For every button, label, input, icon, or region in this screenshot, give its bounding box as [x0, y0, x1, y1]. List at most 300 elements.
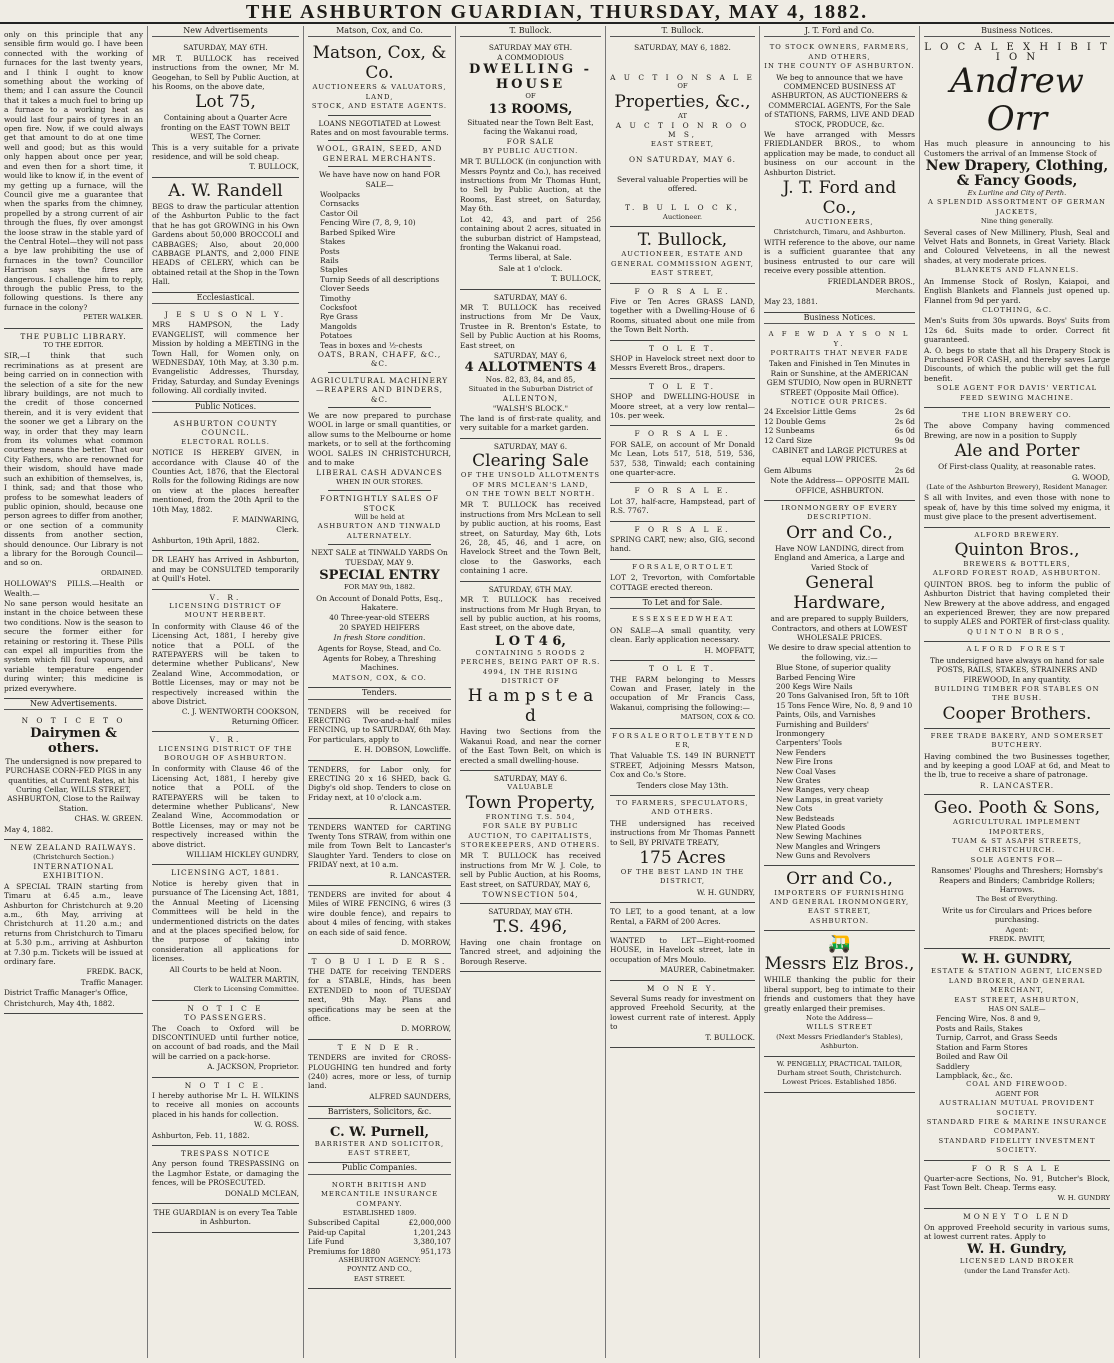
ad-orr-importers — [764, 866, 915, 932]
notice2-title: N O T I C E — [187, 1003, 264, 1013]
list-item: Boiled and Raw Oil — [936, 1052, 1008, 1062]
booth-addr: TUAM & ST ASAPH STREETS, CHRISTCHURCH. — [951, 836, 1083, 855]
andrew-orr-signature: Andrew Orr — [950, 61, 1084, 140]
ts496-title: T.S. 496, — [493, 916, 568, 937]
purnell-addr: EAST STREET, — [347, 1149, 412, 1157]
fs2-text: FOR SALE, on account of Mr Donald Mc Lean, Lots 517, 518, 519, 536, 537, 538, Tinwald; each containing one quarter-acre. — [610, 439, 755, 477]
list-item: Stakes — [320, 237, 346, 247]
randell-text: BEGS to draw the particular attention of the Ashburton Public to the fact that he has got GROWING in his Own Gardens about 50,000 BROCCOLI and CABBAGES; Also, about 20,000 CABBAGE PLANTS, and 2,000 FINE HEADS of CELERY, which can be obtained retail at the Shop in the Town Hall. — [152, 201, 299, 287]
matson-cash: LIBERAL CASH ADVANCES — [316, 468, 443, 478]
ad-clearing — [460, 439, 601, 582]
lot46-sub: CONTAINING 5 ROODS 2 PERCHES, BEING PART OF R.S. 4994, IN THE RISING DISTRICT OF — [460, 648, 601, 685]
row-label: 12 Double Gems — [764, 416, 826, 426]
column-4 — [456, 26, 606, 1358]
tender2-signature: R. LANCASTER. — [389, 803, 451, 813]
list-item: Timothy — [320, 293, 351, 303]
matson-oats: OATS, BRAN, CHAFF, &C., &C. — [317, 349, 442, 369]
exhibition-role: Traffic Manager. — [80, 977, 143, 987]
list-item: New Sewing Machines — [776, 832, 862, 842]
jackets-title: A SPLENDID ASSORTMENT OF GERMAN JACKETS, — [927, 198, 1106, 216]
booth-sub: AGRICULTURAL IMPLEMENT IMPORTERS, — [952, 818, 1082, 836]
gem-row — [764, 466, 915, 475]
guardian-text: THE GUARDIAN is on every Tea Table in Ashburton. — [153, 1208, 298, 1227]
col4-header: T. Bullock. — [460, 26, 601, 37]
ad-guardian — [152, 1204, 299, 1233]
ad-money — [610, 981, 755, 1048]
ad-allotments — [460, 290, 601, 439]
col6-header: J. T. Ford and Co. — [764, 26, 915, 37]
fs1-title: F O R S A L E. — [634, 286, 731, 296]
builders-title: T O B U I L D E R S. — [311, 956, 448, 966]
matson-sale-intro: We have have now on hand FOR SALE— — [318, 170, 441, 189]
tender1-text: TENDERS will be received for ERECTING Two-and-a-half miles FENCING, up to SATURDAY, 6th May. For particulars, apply to — [308, 706, 451, 744]
town-date: SATURDAY, MAY 6. — [493, 773, 568, 783]
row-value: 3,380,107 — [413, 1237, 451, 1247]
lic2-text: In conformity with Clause 46 of the Licensing Act, 1881, I hereby give notice that a POLL of the RATEPAYERS will be taken to determine whether Publicans', New Zealand Wine, Accommodation or Bottle Licenses, may or may not be respectively increased within the above district. — [152, 764, 299, 849]
exhibition-text: A SPECIAL TRAIN starting from Timaru at 6.45 a.m., leave Ashburton for Christchurch at 9.20 a.m., 6th May, arriving at Christchurch at 11.20 a.m.; and returns from Christchurch to Timaru at 5.30 p.m., arriving at Ashburton at 7.30 p.m. Tickets will be issued at ordinary fare. — [4, 881, 143, 966]
table-row — [764, 407, 915, 416]
quinton-sub: BREWERS & BOTTLERS, — [963, 560, 1071, 569]
ad-lot75 — [152, 40, 299, 177]
notice-to: N O T I C E T O — [21, 716, 126, 726]
dwelling-date: SATURDAY MAY 6TH. — [488, 43, 573, 53]
dwelling-terms: Terms liberal, at Sale. — [489, 253, 572, 263]
ad-dwelling — [460, 40, 601, 289]
ad-for-sale-5 — [610, 560, 755, 598]
list-item: New Cots — [776, 804, 813, 814]
allot-nos: Nos. 82, 83, 84, and 85, — [485, 375, 576, 385]
list-item: New Guns and Revolvers — [776, 851, 871, 861]
ad-licensing-borough — [152, 732, 299, 865]
letter-text: only on this principle that any sensible firm would go. I have been connected with the working of furnaces for the last twenty years, and I think I ought to know something about the working of them; and I can assure the Council that it takes a much fuel to bring up a furnace to a working heat as would last four pairs of tyres in an open fire. Now, if we could always get that amount to do at one time well and good; but as this would only happen about once per year, and even then for a short time, it would like to know if, in the event of my getting up a furnace, will the Council give me a guarantee that when the sparks from the chimney, propelled by a strong current of air through the flues, fly over amongst the loose straw in the stable yard of the Central Hotel—they will not pass a bye law prohibiting the use of furnaces in the town? Councillor Harrison says the fires are dangerous. I challenge him to reply, through the public Press, to the following questions. Is there any furnace in the colony? — [4, 30, 143, 312]
fs3-text: Lot 37, half-acre, Hampstead, part of R.S. 7767. — [610, 496, 755, 516]
dwelling-time: Sale at 1 o'clock. — [498, 263, 563, 273]
library-signature: ORDAINED. — [100, 568, 143, 577]
row-value: 2s 6d — [894, 416, 915, 426]
auction-at: AT — [677, 111, 688, 120]
list-item: Fencing Wire, Nos. 8 and 9, — [936, 1014, 1041, 1024]
stock-title: TO STOCK OWNERS, FARMERS, AND OTHERS, — [769, 43, 910, 61]
allot-walsh: "WALSH'S BLOCK." — [492, 403, 569, 413]
exhibition-date: Christchurch, May 4th, 1882. — [4, 998, 115, 1008]
ad-ts496 — [460, 904, 601, 972]
rolls-text: NOTICE IS HEREBY GIVEN, in accordance with Clause 40 of the Counties Act, 1876, that the Electoral Rolls for the following Ridings are now on view at the places hereafter mentioned, from the 20th April to the 10th May, 1882. — [152, 448, 299, 514]
coach-text: The Coach to Oxford will be DISCONTINUED until further notice, on account of bad roads, and the Mail will be carried on a pack-horse. — [152, 1023, 299, 1061]
bullock-title: T. Bullock, — [637, 230, 728, 251]
wanted-text: WANTED to LET—Eight-roomed HOUSE, in Havelock street, late in occupation of Mrs Moulo. — [610, 936, 755, 964]
tender5-text: TENDERS are invited for CROSS-PLOUGHING ten hundred and forty (240) acres, more or less, of turnip land. — [308, 1053, 451, 1091]
dwelling-detail2: Lot 42, 43, and part of 256 containing about 2 acres, situated in the suburban district of Hampstead, fronting the Wakanui road. — [460, 214, 601, 252]
af-text: The undersigned have always on hand for sale POSTS, RAILS, STAKES, STRAINERS AND FIREWOOD, In any quantity. — [929, 655, 1105, 684]
matson-title: Matson, Cox, & Co. — [312, 43, 447, 84]
letter-signature: PETER WALKER. — [83, 313, 143, 322]
randell-title: A. W. Randell — [168, 180, 283, 201]
ad-wilkins — [152, 1078, 299, 1146]
list-item: New Plated Goods — [776, 823, 846, 833]
auction-title: A U C T I O N S A L E — [610, 72, 755, 82]
hardware-title: General Hardware, — [793, 573, 886, 614]
allot-text: MR T. BULLOCK has received instructions from Mr De Vaux, Trustee in R. Brenton's Estate, to Sell by Public Auction at his Rooms, East street, on — [460, 302, 601, 350]
ad-tender-1 — [308, 703, 451, 761]
pengelly-title: W. PENGELLY, PRACTICAL TAILOR, — [776, 1059, 903, 1068]
auction-of: OF — [677, 82, 688, 91]
auction-on: ON SATURDAY, MAY 6. — [628, 155, 737, 165]
farmers-signature: W. H. GUNDRY, — [696, 887, 755, 897]
list-item: New Bedsteads — [776, 813, 835, 823]
bullock-addr: EAST STREET, — [650, 269, 715, 278]
dwelling-commodious: A COMMODIOUS — [497, 52, 564, 62]
list-item: Mangolds — [320, 321, 357, 331]
list-item: New Fenders — [776, 747, 826, 757]
ford-title: J. T. Ford and Co., — [782, 178, 897, 219]
dairy-text: The undersigned is now prepared to PURCHASE CORN-FED PIGS in any quantities, at Current Rates, at his Curing Cellar, WILLS STREET, ASHBURTON, Close to the Railway Station. — [5, 756, 142, 813]
town-title: Town Property, — [465, 792, 596, 813]
rolls-date: Ashburton, 19th April, 1882. — [152, 535, 260, 545]
wilkins-date: Ashburton, Feb. 11, 1882. — [152, 1130, 250, 1140]
col3-header: Matson, Cox, and Co. — [308, 26, 451, 37]
timber-text: BUILDING TIMBER FOR STABLES ON THE BUSH. — [934, 684, 1100, 703]
ford-text: WITH reference to the above, our name is a sufficient guarantee that any business entrusted to our care will receive every possible attention. — [764, 237, 915, 276]
lic3-text: Notice is hereby given that in pursuance of The Licensing Act, 1881, the Annual Meeting of Licensing Committees will be held in the undermentioned districts on the dates and at the places specified below, for the purpose of taking into consideration all applications for licenses. — [152, 878, 299, 964]
lancaster-text: Having combined the two Businesses together, and by keeping a good LOAF at 6d, and Meat to the lb, true to receive a share of patronage. — [924, 751, 1110, 780]
nbm-est: ESTABLISHED 1809. — [342, 1209, 417, 1218]
trespass-signature: DONALD MCLEAN, — [224, 1188, 299, 1198]
row-value: £2,000,000 — [408, 1218, 451, 1228]
nbm-agency-addr: EAST STREET. — [353, 1274, 406, 1283]
matson-cash-sub: WHEN IN OUR STORES. — [336, 477, 423, 486]
row-label: 12 Sunbeams — [764, 426, 815, 436]
exhibition-signature: FREDK. BACK, — [86, 967, 143, 977]
quinton-text: QUINTON BROS. beg to inform the public of Ashburton District that having completed their New Brewery at the above address, and engaged an experienced Brewer, they are now prepared to supply ALES and PORTER of first-class quality. — [924, 579, 1110, 627]
clearing-date: SATURDAY, MAY 6. — [493, 441, 568, 451]
matson-wool-text: We are now prepared to purchase WOOL in large or small quantities, or allow sums to the Melbourne or home markets, or to sell at the forthcoming WOOL SALES IN CHRISTCHURCH, and to make — [308, 411, 451, 468]
lion-title: THE LION BREWERY CO. — [962, 410, 1072, 419]
wilkins-signature: W. G. ROSS. — [253, 1120, 299, 1130]
column-3 — [304, 26, 456, 1358]
lot75-date: SATURDAY, MAY 6TH. — [183, 43, 268, 53]
ad-town-property — [460, 771, 601, 904]
blankets-text: An Immense Stock of Roslyn, Kaiapoi, and English Blankets and Flannels just opened up. Flannel from 9d per yard. — [924, 276, 1110, 305]
gundry-fs-signature: W. H. GUNDRY — [1057, 1193, 1110, 1202]
list-item: New Lamps, in great variety — [776, 794, 883, 804]
tender1-signature: E. H. DOBSON, Lowcliffe. — [354, 745, 451, 755]
ao-text: A. O. begs to state that all his Drapery Stock is Purchased FOR CASH, and thereby saves Large Discounts, of which the public will get the full benefit. — [924, 345, 1110, 383]
ad-for-sale-1 — [610, 284, 755, 341]
drapery-title: New Drapery, Clothing, & Fancy Goods, — [925, 158, 1109, 190]
as-all-text: S all with Invites, and even those with none to speak of, have by this time solved my enigma, it must give place to the present advertisement. — [924, 493, 1110, 522]
column-1 — [0, 26, 148, 1358]
ford-date: May 23, 1881. — [764, 297, 818, 307]
list-item: Rye Grass — [320, 312, 358, 322]
fs5-text: LOT 2, Trevorton, with Comfortable COTTAGE erected thereon. — [610, 573, 755, 592]
holloway-heading: HOLLOWAY'S PILLS.—Health or Wealth.— — [4, 579, 143, 598]
auction-date: SATURDAY, MAY 6, 1882. — [634, 43, 731, 53]
matson-agents2: Agents for Robey, a Threshing Machines. — [322, 653, 437, 673]
tender2-text: TENDERS, for Labor only, for ERECTING 20 x 16 SHED, back G. Digby's old shop. Tenders to close on Friday next, at 10 o'clock a.m. — [308, 764, 451, 802]
clearing-unsold: OF THE UNSOLD ALLOTMENTS OF MRS MCLEAN'S LAND, — [460, 471, 601, 489]
trespass-text: Any person found TRESPASSING on the Lagmhor Estate, or damaging the fences, will be PROSECUTED. — [152, 1159, 299, 1188]
drapery-sub: Ex Lurline and City of Perth. — [967, 189, 1067, 198]
tl2-text: SHOP and DWELLING-HOUSE in Moore street, at a very low rental—10s. per week. — [610, 392, 755, 420]
list-item: Lampblack, &c., &c. — [936, 1070, 1013, 1080]
orr-intro: Has much pleasure in announcing to his Customers the arrival of an Immense Stock of — [924, 139, 1110, 158]
list-item: Fencing Wire (7, 8, 9, 10) — [320, 218, 416, 228]
matson-sub2: STOCK, AND ESTATE AGENTS. — [311, 102, 448, 111]
wanted-signature: MAURER, Cabinetmaker. — [660, 965, 755, 975]
ale-title: Ale and Porter — [954, 441, 1080, 462]
allot-walsh-text: The land is of first-rate quality, and very suitable for a market garden. — [460, 414, 601, 433]
public-notices-header: Public Notices. — [152, 402, 299, 413]
quinton-title: Quinton Bros., — [954, 540, 1080, 561]
money-signature: T. BULLOCK. — [705, 1032, 755, 1042]
orr2-sub: IMPORTERS OF FURNISHING AND GENERAL IRONMONGERY, — [769, 888, 910, 907]
jackets-text: Several cases of New Millinery, Plush, Seal and Velvet Hats and Bonnets, in Great Variety. Black and Coloured Velveteens, in all the newest shades, at very moderate prices. — [924, 227, 1110, 265]
booth-foot: Write us for Circulars and Prices before purchasing. — [942, 905, 1092, 925]
allot-allenton: ALLENTON, — [502, 394, 559, 404]
list-item: Potatoes — [320, 331, 353, 341]
list-item: Clover Seeds — [320, 284, 370, 294]
auction-street: EAST STREET, — [650, 139, 715, 148]
lic2-signature: WILLIAM HICKLEY GUNDRY, — [186, 850, 299, 860]
bakery-title: FREE TRADE BAKERY, AND SOMERSET BUTCHERY. — [930, 731, 1104, 750]
alford-title: ALFORD BREWERY. — [974, 530, 1060, 539]
money-text: Several Sums ready for investment on approved Freehold Security, at the lowest current rate of interest. Apply to — [610, 994, 755, 1032]
ford-places: Christchurch, Timaru, and Ashburton. — [773, 227, 906, 236]
clearing-title: Clearing Sale — [472, 451, 589, 472]
tl3-text: THE FARM belonging to Messrs Cowan and Fraser, lately in the occupation of Mr Francis Cass, Wakanui, comprising the following:— — [610, 674, 755, 712]
elz-text: WHILE thanking the public for their liberal support, beg to intimate to their friends and customers that they have greatly enlarged their premises. — [764, 975, 915, 1013]
col5-header: T. Bullock. — [610, 26, 755, 37]
row-value: 9s 0d — [894, 435, 915, 445]
fs4-text: SPRING CART, new; also, GIG, second hand. — [610, 535, 755, 554]
row-label: 12 Card Size — [764, 435, 813, 445]
blankets-title: BLANKETS AND FLANNELS. — [954, 266, 1080, 275]
lic3-title: LICENSING ACT, 1881. — [171, 868, 280, 878]
ad-gundry — [924, 949, 1110, 1160]
county-title: ASHBURTON COUNTY COUNCIL. — [173, 419, 278, 438]
list-item: Cocksfoot — [320, 302, 358, 312]
ad-bullock-firm — [610, 227, 755, 283]
barristers-header: Barristers, Solicitors, &c. — [308, 1107, 451, 1118]
matson-signature: MATSON, COX, & CO. — [332, 673, 427, 682]
allot-date: SATURDAY, MAY 6. — [493, 292, 568, 302]
exhibition-office: District Traffic Manager's Office, — [4, 988, 128, 998]
lot75-text: Containing about a Quarter Acre fronting on the EAST TOWN BELT WEST, The Corner. — [160, 113, 291, 142]
list-item: New Mangles and Wringers — [776, 841, 881, 851]
orr2-town: ASHBURTON. — [810, 916, 869, 925]
newspaper-title: THE ASHBURTON GUARDIAN, THURSDAY, MAY 4, 1882. — [245, 1, 869, 23]
bullock-sub: AUCTIONEER, ESTATE AND GENERAL COMMISSION AGENT, — [611, 250, 754, 268]
jesus-text: MRS HAMPSON, the Lady EVANGELIST, will commence her Mission by holding a MEETING in the Town Hall, for Women only, on WEDNESDAY, 10th May, at 3.30 p.m. Evangelistic Addresses, Thursday, Friday, Saturday, and Sunday Evenings following. All cordially invited. — [152, 320, 299, 396]
new-ads-header: New Advertisements. — [4, 699, 143, 710]
town-text: MR T. BULLOCK has received instructions from Mr W. J. Cole, to sell by Public Auction, at his Rooms, East street, on SATURDAY, MAY 6, — [460, 851, 601, 889]
lot46-text: Having two Sections from the Wakanui Road, and near the corner of the East Town Belt, on which is erected a small dwelling-house. — [460, 727, 601, 765]
column-6 — [760, 26, 920, 1358]
ad-let-tenant — [610, 903, 755, 932]
gundry-sub: ESTATE & STATION AGENT, LICENSED LAND BROKER, AND GENERAL MERCHANT, — [931, 967, 1103, 995]
ts496-date: SATURDAY, MAY 6TH. — [488, 907, 573, 917]
ad-licensing-mt-herbert — [152, 590, 299, 733]
matson-fresh: In fresh Store condition. — [333, 633, 426, 643]
letter-library — [4, 329, 143, 699]
pengelly-foot: Lowest Prices. Established 1856. — [782, 1078, 897, 1087]
few-days: A F E W D A Y S O N L Y. — [768, 330, 911, 348]
ad-lancaster — [924, 729, 1110, 795]
vr2-mark: V. R. — [209, 735, 242, 745]
ad-matson — [308, 40, 451, 688]
dairymen-title: Dairymen & others. — [30, 725, 117, 756]
orr-title: Orr and Co., — [786, 522, 893, 543]
fs5-title: F O R S A L E, O R T O L E T. — [632, 562, 733, 571]
carriage-icon: 🛺 — [828, 933, 851, 955]
booth-text: Ransomes' Ploughs and Threshers; Hornsby's Reapers and Binders; Cambridge Rollers; Harrows. — [931, 866, 1103, 894]
to-let-header: To Let and for Sale. — [610, 598, 755, 609]
tender3-text: TENDERS WANTED for CARTING Twenty Tons STRAW, from within one mile from Town Belt to Lancaster's Slaughter Yard. Tenders to close on FRIDAY next, at 10 a.m. — [308, 822, 451, 870]
fs6-close: Tenders close May 13th. — [636, 780, 729, 790]
list-item: New Grates — [776, 776, 821, 785]
gundry-fs-title: F O R S A L E — [971, 1163, 1063, 1173]
lot46-hampstead: H a m p s t e a d — [467, 686, 594, 727]
ad-trespass — [152, 1146, 299, 1204]
booth-agent-label: Agent: — [1005, 925, 1029, 934]
trespass-title: TRESPASS NOTICE — [180, 1149, 271, 1159]
ad-tender-2 — [308, 761, 451, 819]
ad-essex — [610, 612, 755, 661]
library-text: SIR,—I think that such recriminations as at present are being carried on in connection with the selection of a site for the new library buildings, are not much to the credit of those concerned therein, and it is very evident that the sooner we get a Library on the way, in order that they may learn from its volumes what common courtesy means the better. That our City Fathers, who are renowned for their wisdom, should have made such an exhibition of themselves, is, I think, sad; and that those who profess to be somewhat leaders of public opinion, should, because one person agrees to differ from another, or one section of a community dissents from another section, should denounce. Our Library is not a library for the Borough Council—and so on. — [4, 351, 143, 568]
dwelling-public: BY PUBLIC AUCTION. — [482, 146, 579, 155]
agent-for: AGENT FOR — [995, 1089, 1039, 1098]
dairy-signature: CHAS. W. GREEN. — [74, 814, 143, 824]
ad-to-let-3 — [610, 661, 755, 728]
clearing-belt: ON THE TOWN BELT NORTH. — [465, 490, 596, 499]
dwelling-of: OF — [525, 92, 536, 101]
allot-loc: Situated in the Suburban District of — [468, 384, 593, 393]
railways-sub: (Christchurch Section.) — [33, 852, 114, 861]
amp-text: AUSTRALIAN MUTUAL PROVIDENT SOCIETY. — [939, 1099, 1095, 1117]
town-section: TOWNSECTION 504, — [482, 890, 579, 900]
list-item: Woolpacks — [320, 190, 360, 200]
stock-county: IN THE COUNTY OF ASHBURTON. — [764, 62, 915, 71]
tender4-text: TENDERS are invited for about 4 Miles of WIRE FENCING, 6 wires (3 wire double fence), and repairs to about 4 miles of fencing, with stakes on each side of said fence. — [308, 890, 451, 937]
clothing-text: Men's Suits from 30s upwards. Boys' Suits from 12s 6d. Suits made to order. Correct fit guaranteed. — [924, 316, 1110, 345]
lot75-note: This is a very suitable for a private residence, and will be sold cheap. — [152, 142, 299, 162]
list-item: New Ranges, very cheap — [776, 785, 870, 795]
lot46-title: L O T 4 6, — [495, 633, 566, 649]
ad-auction-sale — [610, 40, 755, 227]
coal-text: COAL AND FIREWOOD. — [966, 1080, 1068, 1089]
list-item: Barbed Spiked Wire — [320, 227, 396, 237]
ad-dairymen — [4, 713, 143, 840]
matson-fort: FORTNIGHTLY SALES OF STOCK — [319, 494, 440, 513]
clearing-text: MR T. BULLOCK has received instructions from Mrs McLean to sell by public auction, at his rooms, East street, on Saturday, May 6th, Lots 26, 28, 45, 46, and 1 acre, on Havelock Street and the Town Belt, close to the Gasworks, each containing 1 acre. — [460, 500, 601, 576]
jackets-sub: Nine thing generally. — [980, 217, 1054, 226]
table-row — [764, 417, 915, 426]
auction-props: Properties, &c., — [614, 91, 751, 112]
standard-text: STANDARD FIRE & MARINE INSURANCE COMPANY. — [926, 1117, 1108, 1136]
ad-gem-studio — [764, 327, 915, 501]
auction-role: Auctioneer. — [662, 212, 703, 221]
row-label: Life Fund — [308, 1237, 345, 1247]
list-item: Teas in boxes and ½-chests — [320, 340, 423, 350]
row-value: 1,201,243 — [413, 1227, 451, 1237]
auction-several: Several valuable Properties will be offered. — [617, 174, 748, 194]
list-item: Turnip, Carrot, and Grass Seeds — [936, 1033, 1058, 1043]
ad-electoral — [152, 416, 299, 551]
dwelling-detail: MR T. BULLOCK (in conjunction with Messrs Poyntz and Co.), has received instructions from Mr Thomas Hunt, to Sell by Public Auction, at the Rooms, East street, on Saturday, May 6th. — [460, 157, 601, 214]
gundry-money-title: MONEY TO LEND — [963, 1212, 1071, 1222]
clothing-title: CLOTHING, &C. — [981, 305, 1053, 314]
elz-title: Messrs Elz Bros., — [764, 954, 915, 975]
ad-passengers — [152, 1001, 299, 1078]
stock-text2: We have arranged with Messrs FRIEDLANDER BROS., to whom application may be made, to conduct all business on our account in the Ashburton District. — [764, 130, 915, 177]
ad-purnell — [308, 1122, 451, 1164]
coach-signature: A. JACKSON, Proprietor. — [207, 1062, 299, 1072]
list-item: Castor Oil — [320, 208, 358, 218]
row-value: 2s 6d — [894, 407, 915, 417]
lion-text: The above Company having commenced Brewing, are now in a position to Supply — [924, 421, 1110, 440]
local-title: L O C A L E X H I B I T I O N — [924, 42, 1110, 63]
town-valuable: VALUABLE — [507, 783, 554, 792]
companies-header: Public Companies. — [308, 1163, 451, 1174]
tl3-signature: MATSON, COX & CO. — [680, 713, 755, 722]
lic-signature: C. J. WENTWORTH COOKSON, Returning Officer. — [181, 707, 299, 726]
money-title: M O N E Y. — [646, 983, 719, 993]
fs4-title: F O R S A L E. — [634, 524, 731, 534]
ad-elz — [764, 931, 915, 1056]
ad-gundry-money — [924, 1209, 1110, 1280]
ad-lion-brewery — [924, 408, 1110, 528]
column-2 — [148, 26, 304, 1358]
town-capitalists: FOR SALE BY PUBLIC AUCTION, TO CAPITALISTS, STOREKEEPERS, AND OTHERS. — [460, 822, 601, 849]
column-5 — [606, 26, 760, 1358]
passengers-title: TO PASSENGERS. — [184, 1013, 267, 1023]
lic2-title: LICENSING DISTRICT OF THE BOROUGH OF ASHBURTON. — [158, 744, 293, 762]
davis-text: SOLE AGENT FOR DAVIS' VERTICAL FEED SEWING MACHINE. — [936, 384, 1098, 402]
gem-price: 2s 6d — [894, 465, 915, 475]
row-label: Paid-up Capital — [308, 1227, 366, 1237]
farmers-text: THE undersigned has received instructions from Mr Thomas Pannett to Sell, BY PRIVATE TREATY, — [610, 818, 755, 847]
ad-lot46 — [460, 582, 601, 771]
matson-steers: 40 Three-year-old STEERS — [329, 613, 430, 623]
column-7 — [920, 26, 1114, 1358]
ad-railways — [4, 840, 143, 1014]
holloway-text: No sane person would hesitate an instant in the choice between these two conditions. Now is the season to secure the former either for retaining or restoring it. These Pills can expel all impurities from the system which fill foul vapours, and variable temperature engender during winter; this medicine is prized everywhere. — [4, 598, 143, 693]
ad-for-sale-4 — [610, 522, 755, 560]
list-item: Barbed Fencing Wire — [776, 672, 856, 682]
matson-agri: AGRICULTURAL MACHINERY—REAPERS AND BINDERS, &C. — [310, 375, 449, 404]
tender5-signature: ALFRED SAUNDERS, — [369, 1091, 451, 1101]
tl3-title: T O L E T. — [649, 664, 716, 674]
quinton-signature: QUINTON BROS, — [967, 627, 1067, 636]
row-label: Subscribed Capital — [308, 1218, 380, 1228]
allot-date2: SATURDAY, MAY 6, — [493, 350, 568, 360]
fs1-text: Five or Ten Acres GRASS LAND, together with a Dwelling-House of 6 Rooms, situated about one mile from the Town Belt North. — [610, 296, 755, 335]
portraits-title: PORTRAITS THAT NEVER FADE — [770, 348, 909, 357]
business-header: Business Notices. — [764, 313, 915, 324]
gundry-sale: HAS ON SALE— — [988, 1005, 1046, 1014]
table-row — [308, 1218, 451, 1227]
list-item: 15 Tons Fence Wire, No. 8, 9 and 10 — [776, 700, 913, 710]
ad-orr-hardware — [764, 501, 915, 866]
nbm-capital-table — [308, 1218, 451, 1256]
ad-randell — [152, 178, 299, 293]
ad-jesus-only — [152, 307, 299, 402]
ad-local-exhibition — [924, 40, 1110, 408]
fs2-title: F O R S A L E. — [634, 429, 731, 439]
ford-sub: AUCTIONEERS, — [805, 218, 874, 227]
orr2-addr: EAST STREET, — [807, 907, 872, 916]
gundry-title: W. H. GUNDRY, — [961, 952, 1073, 968]
